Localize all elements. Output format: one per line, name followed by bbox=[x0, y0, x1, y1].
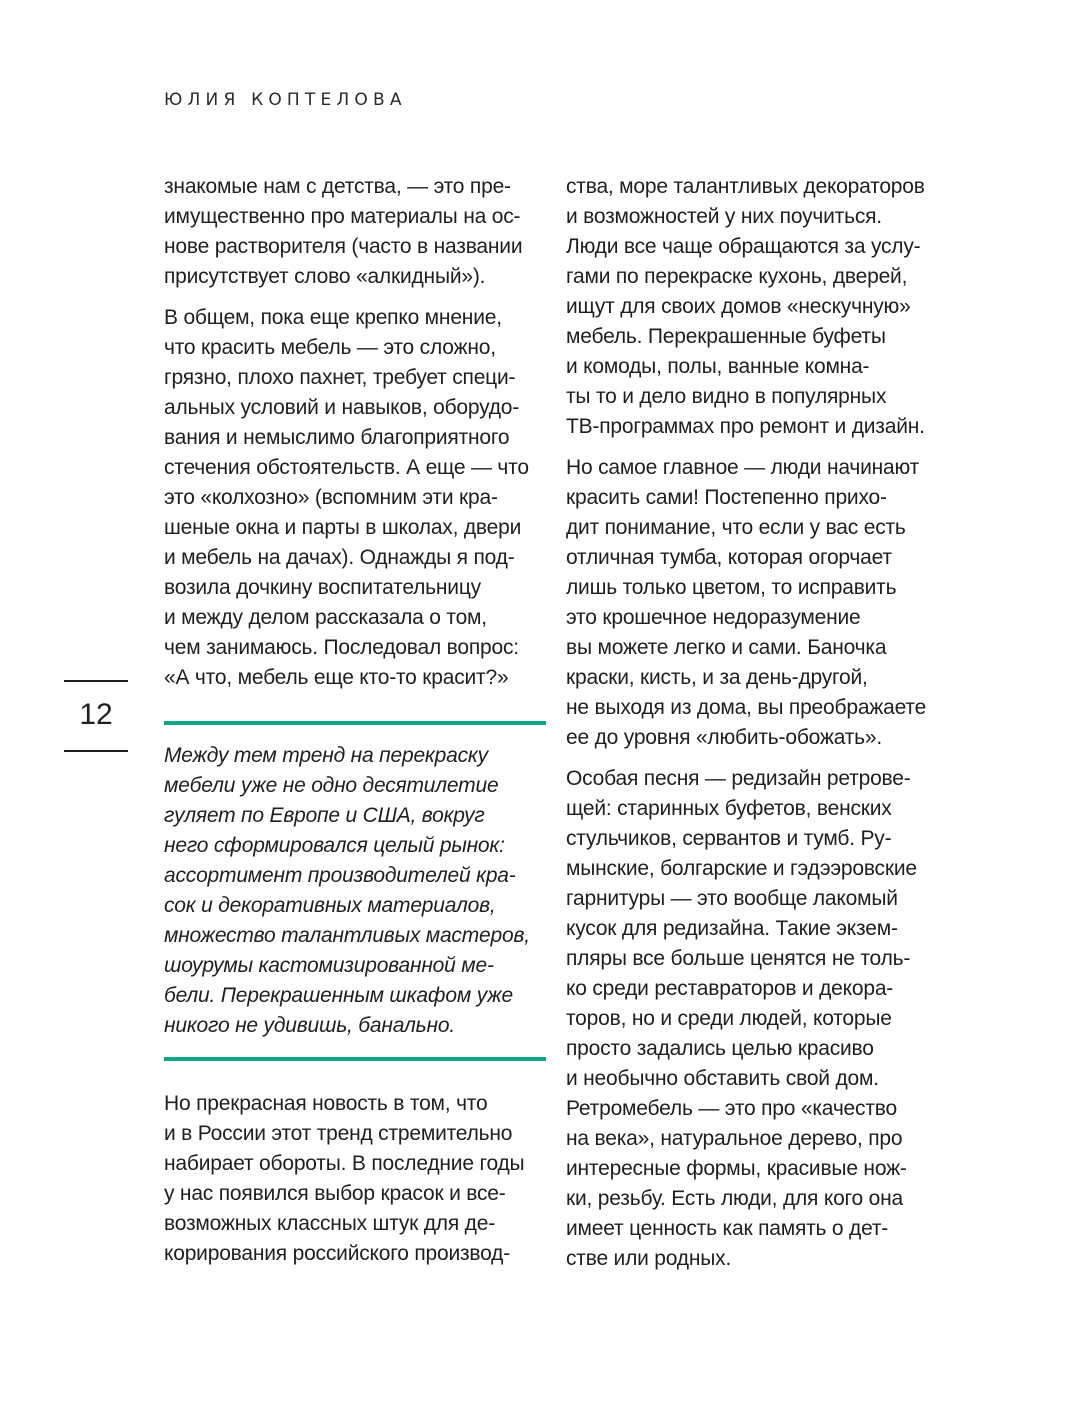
left-paragraph-2 bbox=[164, 303, 554, 693]
text-line: чем занимаюсь. Последовал вопрос: bbox=[164, 636, 519, 659]
running-header-author: ЮЛИЯ КОПТЕЛОВА bbox=[164, 90, 407, 110]
quote-line: никого не удивишь, банально. bbox=[164, 1014, 455, 1037]
text-line: на века», натуральное дерево, про bbox=[566, 1127, 903, 1150]
text-line: ее до уровня «любить-обожать». bbox=[566, 726, 883, 749]
right-paragraph-3 bbox=[566, 764, 966, 1274]
text-line: лишь только цветом, то исправить bbox=[566, 576, 897, 599]
text-line: и возможностей у них поучиться. bbox=[566, 205, 882, 228]
right-paragraph-2 bbox=[566, 453, 966, 753]
quote-line: бели. Перекрашенным шкафом уже bbox=[164, 984, 514, 1007]
text-line: «А что, мебель еще кто-то красит?» bbox=[164, 666, 509, 689]
text-line: щей: старинных буфетов, венских bbox=[566, 797, 892, 820]
text-line: интересные формы, красивые нож- bbox=[566, 1157, 907, 1180]
text-line: и мебель на дачах). Однажды я под- bbox=[164, 546, 515, 569]
quote-line: шоурумы кастомизированной ме- bbox=[164, 954, 494, 977]
text-line: набирает обороты. В последние годы bbox=[164, 1152, 525, 1175]
text-line: ты то и дело видно в популярных bbox=[566, 385, 887, 408]
quote-line: мебели уже не одно десятилетие bbox=[164, 774, 499, 797]
page-number-block bbox=[64, 680, 128, 752]
text-line: шеные окна и парты в школах, двери bbox=[164, 516, 522, 539]
text-line: Ретромебель — это про «качество bbox=[566, 1097, 897, 1120]
text-line: вы можете легко и сами. Баночка bbox=[566, 636, 887, 659]
pull-quote-rule-bottom bbox=[164, 1057, 546, 1061]
left-paragraph-3 bbox=[164, 1089, 554, 1269]
text-line: Люди все чаще обращаются за услу- bbox=[566, 235, 921, 258]
pull-quote-rule-top bbox=[164, 721, 546, 725]
text-line: возила дочкину воспитательницу bbox=[164, 576, 481, 599]
text-line: альных условий и навыков, оборудо- bbox=[164, 396, 520, 419]
text-line: грязно, плохо пахнет, требует специ- bbox=[164, 366, 516, 389]
text-line: ства, море талантливых декораторов bbox=[566, 175, 925, 198]
text-line: и комоды, полы, ванные комна- bbox=[566, 355, 870, 378]
text-line: гами по перекраске кухонь, дверей, bbox=[566, 265, 908, 288]
left-paragraph-1 bbox=[164, 172, 554, 292]
pull-quote bbox=[164, 721, 546, 1061]
quote-line: множество талантливых мастеров, bbox=[164, 924, 530, 947]
text-line: ко среди реставраторов и декора- bbox=[566, 977, 894, 1000]
text-line: имеет ценность как память о дет- bbox=[566, 1217, 889, 1240]
text-line: отличная тумба, которая огорчает bbox=[566, 546, 892, 569]
text-line: Особая песня — редизайн ретрове- bbox=[566, 767, 911, 790]
text-line: возможных классных штук для де- bbox=[164, 1212, 495, 1235]
text-line: кусок для редизайна. Такие экзем- bbox=[566, 917, 898, 940]
text-line: просто задались целью красиво bbox=[566, 1037, 874, 1060]
text-line: Но прекрасная новость в том, что bbox=[164, 1092, 488, 1115]
text-line: это «колхозно» (вспомним эти кра- bbox=[164, 486, 498, 509]
text-line: ТВ-программах про ремонт и дизайн. bbox=[566, 415, 925, 438]
text-line: это крошечное недоразумение bbox=[566, 606, 861, 629]
quote-line: него сформировался целый рынок: bbox=[164, 834, 505, 857]
left-column bbox=[164, 172, 554, 1280]
text-line: торов, но и среди людей, которые bbox=[566, 1007, 892, 1030]
text-line: имущественно про материалы на ос- bbox=[164, 205, 521, 228]
text-line: стечения обстоятельств. А еще — что bbox=[164, 456, 529, 479]
text-line: красить сами! Постепенно прихо- bbox=[566, 486, 887, 509]
text-line: и в России этот тренд стремительно bbox=[164, 1122, 513, 1145]
text-line: корирования российского производ- bbox=[164, 1242, 511, 1265]
quote-line: Между тем тренд на перекраску bbox=[164, 744, 488, 767]
text-line: ки, резьбу. Есть люди, для кого она bbox=[566, 1187, 904, 1210]
text-line: что красить мебель — это сложно, bbox=[164, 336, 496, 359]
right-column bbox=[566, 172, 966, 1285]
text-line: знакомые нам с детства, — это пре- bbox=[164, 175, 511, 198]
right-paragraph-1 bbox=[566, 172, 966, 442]
text-line: пляры все больше ценятся не толь- bbox=[566, 947, 911, 970]
text-line: краски, кисть, и за день-другой, bbox=[566, 666, 868, 689]
text-line: присутствует слово «алкидный»). bbox=[164, 265, 486, 288]
quote-line: гуляет по Европе и США, вокруг bbox=[164, 804, 485, 827]
text-line: нове растворителя (часто в названии bbox=[164, 235, 523, 258]
quote-line: ассортимент производителей кра- bbox=[164, 864, 516, 887]
text-line: и между делом рассказала о том, bbox=[164, 606, 487, 629]
text-line: и необычно обставить свой дом. bbox=[566, 1067, 879, 1090]
pull-quote-text bbox=[164, 741, 546, 1041]
text-line: стульчиков, сервантов и тумб. Ру- bbox=[566, 827, 892, 850]
text-line: В общем, пока еще крепко мнение, bbox=[164, 306, 502, 329]
page-number: 12 bbox=[79, 698, 113, 731]
text-line: у нас появился выбор красок и все- bbox=[164, 1182, 506, 1205]
text-line: стве или родных. bbox=[566, 1247, 732, 1270]
text-line: Но самое главное — люди начинают bbox=[566, 456, 920, 479]
text-line: вания и немыслимо благоприятного bbox=[164, 426, 510, 449]
text-line: мебель. Перекрашенные буфеты bbox=[566, 325, 886, 348]
text-line: не выходя из дома, вы преображаете bbox=[566, 696, 927, 719]
text-line: ищут для своих домов «нескучную» bbox=[566, 295, 911, 318]
text-line: мынские, болгарские и гэдээровские bbox=[566, 857, 917, 880]
text-line: гарнитуры — это вообще лакомый bbox=[566, 887, 898, 910]
page-number-rule-bottom bbox=[64, 750, 128, 752]
text-line: дит понимание, что если у вас есть bbox=[566, 516, 906, 539]
quote-line: сок и декоративных материалов, bbox=[164, 894, 496, 917]
